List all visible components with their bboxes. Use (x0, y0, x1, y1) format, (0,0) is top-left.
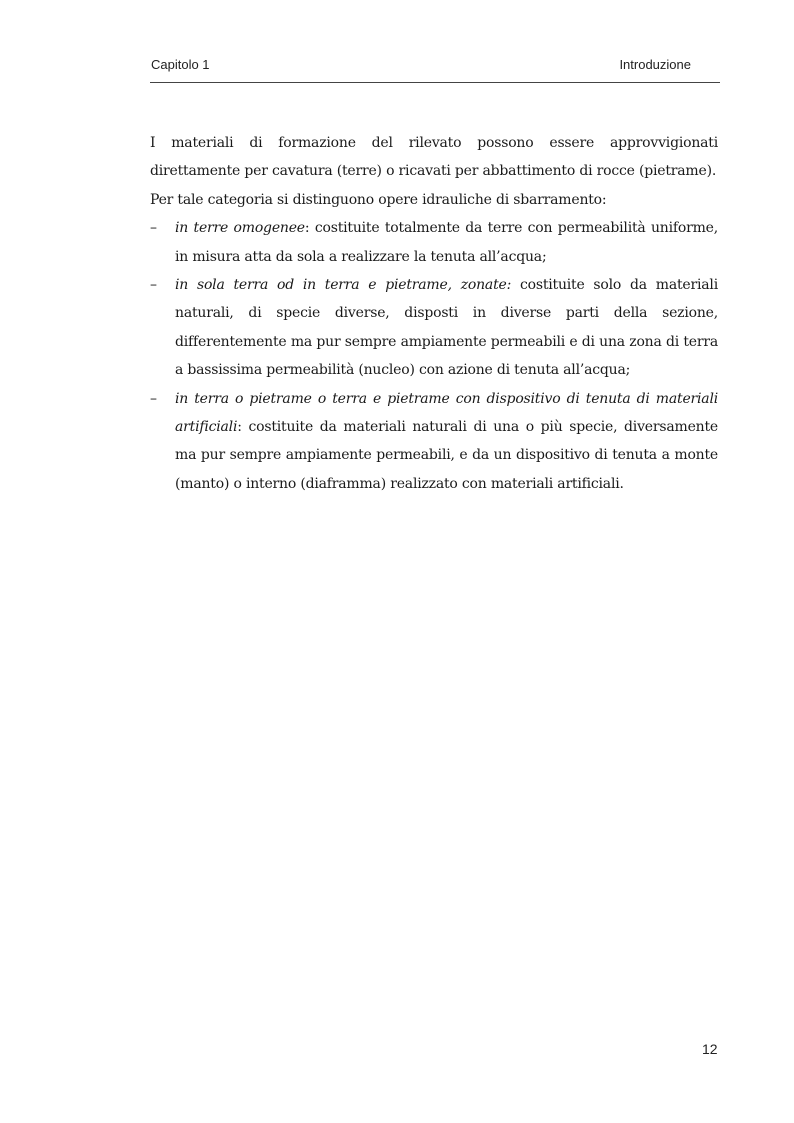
list-item (150, 214, 718, 271)
bullet-dash: – (150, 277, 157, 294)
page-header (150, 56, 720, 83)
body-text (150, 129, 718, 498)
item-title: in terre omogenee (175, 220, 305, 237)
list-item (150, 271, 718, 385)
bullet-dash: – (150, 390, 157, 407)
item-title: in terra o pietrame o terra e pietrame con dispositivo di tenuta di materiali artificiali (175, 390, 718, 436)
intro-paragraph (150, 129, 718, 186)
item-text: costituite solo da materiali naturali, di specie diverse, disposti in diverse parti della sezione, differentemente ma pur sempre ampiamente permeabili e di una zona di terra a bassissima permeabilità (nucleo) con azione di tenuta all’acqua; (175, 277, 718, 379)
item-text: : costituite totalmente da terre con permeabilità uniforme, in misura atta da sola a realizzare la tenuta all’acqua; (175, 220, 718, 265)
page-number: 12 (702, 1041, 718, 1057)
item-text: : costituite da materiali naturali di una o più specie, diversamente ma pur sempre ampiamente permeabili, e da un dispositivo di tenuta a monte (manto) o interno (diaframma) realizzato con materiali artificiali. (175, 419, 718, 492)
list-item (150, 385, 718, 499)
intro-lead-text: Per tale categoria si distinguono opere idrauliche di sbarramento: (150, 191, 607, 208)
section-label: Introduzione (619, 57, 691, 72)
intro-lead (150, 186, 718, 214)
item-title: in sola terra od in terra e pietrame, zonate: (175, 277, 512, 294)
intro-text: I materiali di formazione del rilevato possono essere approvvigionati direttamente per cavatura (terre) o ricavati per abbattimento di rocce (pietrame). (150, 135, 718, 180)
bullet-dash: – (150, 220, 157, 237)
chapter-label: Capitolo 1 (151, 57, 210, 72)
